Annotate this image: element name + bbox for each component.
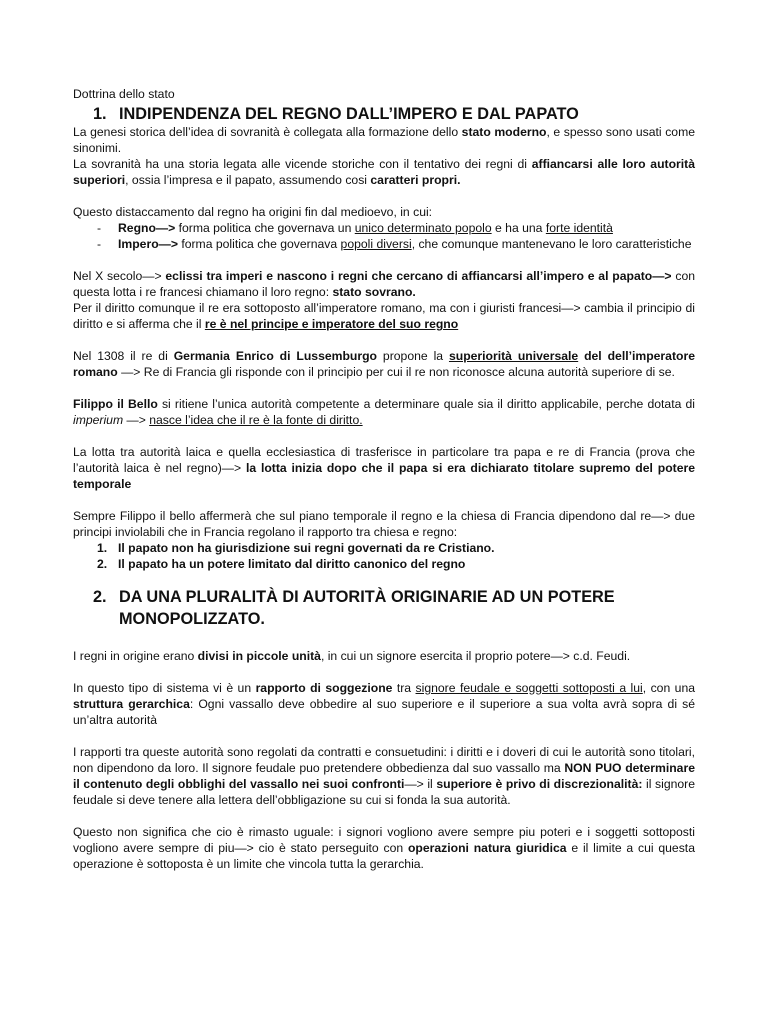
text-run-bold: del dell’imperatore romano bbox=[73, 349, 695, 379]
paragraph bbox=[73, 156, 695, 188]
list-item bbox=[73, 220, 695, 236]
text-run: forma politica che governava un bbox=[175, 221, 355, 235]
list-number: 1. bbox=[97, 541, 108, 555]
numbered-list bbox=[73, 540, 695, 572]
text-run-bold-underline: re è nel principe e imperatore del suo regno bbox=[204, 317, 459, 331]
text-run: Per il diritto comunque il re era sottoposto all’imperatore romano, ma con i giuristi francesi—> cambia il principio di diritto e si afferma che il bbox=[73, 301, 695, 331]
text-run-bold: Germania Enrico di Lussemburgo bbox=[173, 349, 378, 363]
text-run: —> Re di Francia gli risponde con il principio per cui il re non riconosce alcuna autorità superiore di se. bbox=[117, 365, 675, 379]
paragraph: Questo distaccamento dal regno ha origini fin dal medioevo, in cui: bbox=[73, 205, 433, 219]
list-item bbox=[73, 556, 695, 572]
list-text: Il papato non ha giurisdizione sui regni governati da re Cristiano. bbox=[118, 541, 495, 555]
paragraph bbox=[73, 396, 695, 428]
list-item bbox=[73, 540, 695, 556]
text-run-underline: forte identità bbox=[545, 221, 613, 235]
paragraph bbox=[73, 268, 695, 300]
paragraph bbox=[73, 348, 695, 380]
text-run-underline: unico determinato popolo bbox=[354, 221, 492, 235]
section-2-title: DA UNA PLURALITÀ DI AUTORITÀ ORIGINARIE AD UN POTERE MONOPOLIZZATO. bbox=[119, 588, 615, 628]
text-run: , ossia l’impresa e il papato, assumendo cosi bbox=[125, 173, 371, 187]
section-1-title: INDIPENDENZA DEL REGNO DALL’IMPERO E DAL PAPATO bbox=[119, 105, 579, 123]
text-run-bold: Regno—> bbox=[118, 221, 176, 235]
section-2-heading bbox=[73, 586, 695, 630]
paragraph bbox=[73, 680, 695, 728]
section-2-number: 2. bbox=[93, 588, 107, 606]
paragraph bbox=[73, 648, 695, 664]
text-run: si ritiene l’unica autorità competente a determinare quale sia il diritto applicabile, perche dotata di bbox=[157, 397, 695, 411]
text-run: , che comunque mantenevano le loro caratteristiche bbox=[411, 237, 692, 251]
paragraph bbox=[73, 444, 695, 492]
text-run-underline: signore feudale e soggetti sottoposti a lui bbox=[415, 681, 643, 695]
text-run: e il limite a cui questa operazione è sottoposta è un limite che vincola tutta la gerarchia. bbox=[73, 841, 695, 871]
text-run-italic: imperium bbox=[73, 413, 124, 427]
text-run: il signore feudale si deve tenere alla lettera dell’obbligazione su cui si fonda la sua autorità. bbox=[73, 777, 695, 807]
text-run: La lotta tra autorità laica e quella ecclesiastica di trasferisce in particolare tra papa e re di Francia (prova che l’autorità laica è nel regno)—> bbox=[73, 445, 695, 475]
paragraph bbox=[73, 300, 695, 332]
text-run-bold: stato sovrano. bbox=[332, 285, 416, 299]
text-run: forma politica che governava bbox=[177, 237, 341, 251]
text-run: I regni in origine erano bbox=[73, 649, 198, 663]
dash-list bbox=[73, 220, 695, 252]
text-run: , in cui un signore esercita il proprio potere—> c.d. Feudi. bbox=[320, 649, 631, 663]
text-run-underline: nasce l’idea che il re è la fonte di diritto. bbox=[149, 413, 363, 427]
document-title: Dottrina dello stato bbox=[73, 87, 175, 101]
document-page bbox=[73, 86, 695, 872]
text-run: Nel 1308 il re di bbox=[73, 349, 174, 363]
text-run: Nel X secolo—> bbox=[73, 269, 166, 283]
text-run-underline: popoli diversi bbox=[340, 237, 412, 251]
text-run: —> il bbox=[404, 777, 437, 791]
text-run: e ha una bbox=[491, 221, 546, 235]
text-run: La sovranità ha una storia legata alle vicende storiche con il tentativo dei regni di bbox=[73, 157, 532, 171]
list-item bbox=[73, 236, 695, 252]
section-1-heading bbox=[73, 104, 695, 124]
text-run: , con una bbox=[642, 681, 696, 695]
text-run: tra bbox=[392, 681, 416, 695]
text-run: I rapporti tra queste autorità sono regolati da contratti e consuetudini: i diritti e i doveri di cui le autorità sono titolari, non dipendono da loro. Il signore feudale puo pretendere obbedienza dal suo vassallo ma bbox=[73, 745, 695, 775]
text-run-bold: Impero—> bbox=[118, 237, 178, 251]
paragraph bbox=[73, 124, 695, 156]
text-run: , e spesso sono usati come sinonimi. bbox=[73, 125, 695, 155]
text-run-bold: struttura gerarchica bbox=[73, 697, 190, 711]
text-run: La genesi storica dell’idea di sovranità è collegata alla formazione dello bbox=[73, 125, 462, 139]
text-run: : Ogni vassallo deve obbedire al suo superiore e il superiore a sua volta avrà sopra di sé un’altra autorità bbox=[73, 697, 695, 727]
text-run-bold: operazioni natura giuridica bbox=[407, 841, 567, 855]
text-run: con questa lotta i re francesi chiamano il loro regno: bbox=[73, 269, 696, 299]
text-run-bold: NON PUO determinare il contenuto degli obblighi del vassallo nei suoi confronti bbox=[73, 761, 695, 791]
paragraph: Sempre Filippo il bello affermerà che sul piano temporale il regno e la chiesa di Francia dipendono dal re—> due principi inviolabili che in Francia regolano il rapporto tra chiesa e regno: bbox=[73, 509, 695, 539]
text-run: Questo non significa che cio è rimasto uguale: i signori vogliono avere sempre piu poteri e i soggetti sottoposti vogliono avere sempre di piu—> cio è stato perseguito con bbox=[73, 825, 695, 855]
text-run-bold: stato moderno bbox=[461, 125, 547, 139]
text-run-bold-underline: superiorità universale bbox=[448, 349, 579, 363]
text-run: propone la bbox=[377, 349, 449, 363]
text-run-bold: superiore è privo di discrezionalità: bbox=[436, 777, 643, 791]
text-run-bold: Filippo il Bello bbox=[73, 397, 158, 411]
text-run-bold: la lotta inizia dopo che il papa si era dichiarato titolare supremo del potere temporale bbox=[73, 461, 696, 491]
text-run: —> bbox=[123, 413, 150, 427]
text-run-bold: eclissi tra imperi e nascono i regni che cercano di affiancarsi all’impero e al papato—> bbox=[165, 269, 672, 283]
list-number: 2. bbox=[97, 557, 108, 571]
list-text: Il papato ha un potere limitato dal diritto canonico del regno bbox=[118, 557, 466, 571]
text-run-bold: divisi in piccole unità bbox=[197, 649, 321, 663]
paragraph bbox=[73, 744, 695, 808]
text-run-bold: affiancarsi alle loro autorità superiori bbox=[73, 157, 695, 187]
section-1-number: 1. bbox=[93, 105, 107, 123]
text-run-bold: rapporto di soggezione bbox=[255, 681, 393, 695]
text-run-bold: caratteri propri. bbox=[370, 173, 461, 187]
paragraph bbox=[73, 824, 695, 872]
text-run: In questo tipo di sistema vi è un bbox=[73, 681, 256, 695]
